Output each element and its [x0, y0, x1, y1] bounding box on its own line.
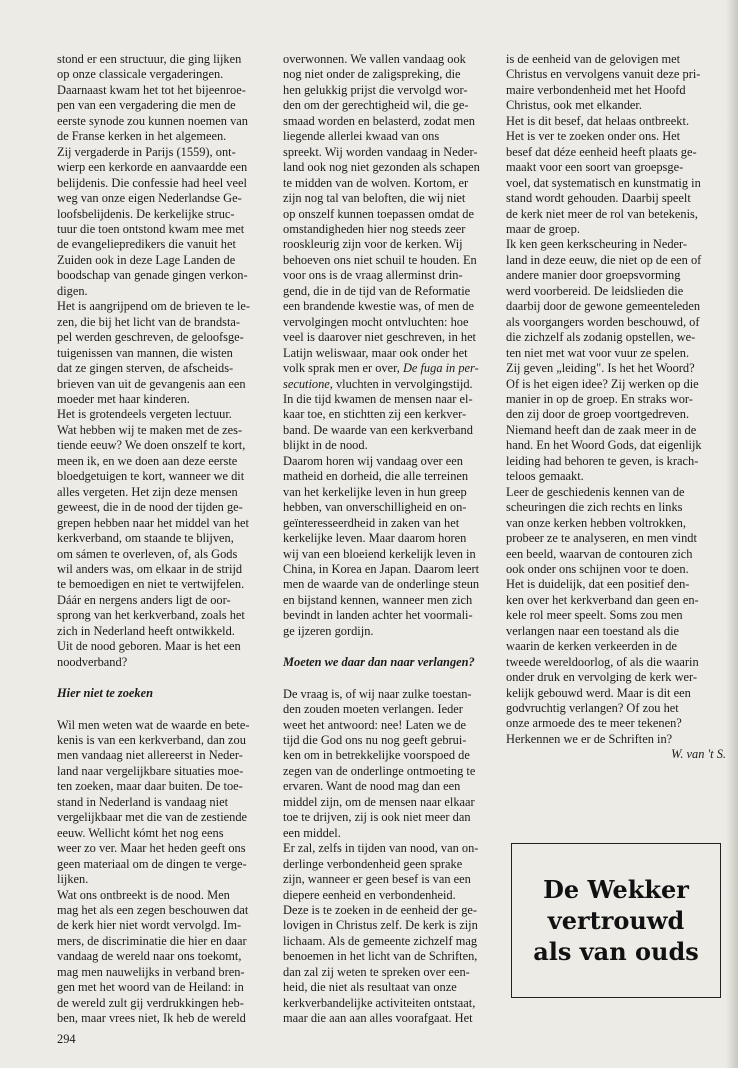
article-column-3	[506, 52, 728, 763]
paragraph: Daarom horen wij vandaag over een matheid en dorheid, die alle terreinen van het kerkelijke leven in hun greep hebben, van onverschilligheid en on- geïnteresseerdheid in zaken van het kerkelijke leven. Maar daarom horen wij van een bloeiend kerkelijk leven in China, in Korea en Japan. Daarom leert men de waarde van de onderlinge steun en bijstand kennen, wanneer men zich bevindt in landen achter het voormali- ge ijzeren gordijn.	[283, 453, 480, 638]
page-number: 294	[57, 1032, 76, 1046]
latin-title: De fuga in per- secutione,	[283, 361, 479, 391]
section-heading: Hier niet te zoeken	[57, 686, 154, 701]
paragraph: Het is grotendeels vergeten lectuur. Wat hebben wij te maken met de zes- tiende eeuw? We doen onszelf te kort, meen ik, en we doen aan deze eerste bloedgetuigen te kort, wanneer we dit alles vergeten. Het zijn deze mensen geweest, die in de nood der tijden ge- grepen hebben naar het middel van het kerkverband, om staande te blijven, om sámen te overleven, of, als Gods wil anders was, om elkaar in de strijd te bemoedigen en niet te vertwijfelen. Dáár en nergens anders ligt de oor- sprong van het kerkverband, zoals het zich in Nederland heeft ontwikkeld. Uit de nood geboren. Maar is het een noodverband?	[57, 407, 249, 669]
promo-box	[511, 843, 721, 998]
author-signature: W. van 't S.	[671, 747, 726, 762]
paragraph: Het is dit besef, dat helaas ontbreekt. Het is ver te zoeken onder ons. Het besef dat déze eenheid heeft plaats ge- maakt voor een soort van groepsge- voel, dat systematisch en kunstmatig in stand wordt gehouden. Daarbij speelt de kerk niet meer de rol van betekenis, maar de groep.	[506, 113, 701, 236]
paragraph: Wat ons ontbreekt is de nood. Men mag het als een zegen beschouwen dat de kerk hier niet wordt vervolgd. Im- mers, de discriminatie die hier en daar vandaag de wereld naar ons toekomt, mag men nauwelijks in verband bren- gen met het woord van de Heiland: in de wereld zult gij verdrukkingen heb- ben, maar vrees niet, Ik heb de wereld	[57, 887, 249, 1026]
paragraph: Zij vergaderde in Parijs (1559), ont- wierp een kerkorde en aanvaardde een belijdenis. Die confessie had heel veel weg van onze eigen Nederlandse Ge- loofsbelijdenis. De kerkelijke struc- tuur die toen ontstond kwam mee met de evangeliepredikers die vanuit het Zuiden ook in deze Lage Landen de boodschap van genade gingen verkon- digen.	[57, 144, 248, 298]
paragraph: Er zal, zelfs in tijden van nood, van on- derlinge verbondenheid geen sprake zijn, wanneer er geen besef is van een diepere eenheid en verbondenheid. Deze is te zoeken in de eenheid der ge- lovigen in Christus zelf. De kerk is zijn lichaam. Als de gemeente zichzelf mag benoemen in het licht van de Schriften, dan zal zij weten te spreken over een- heid, die niet als resultaat van onze kerkverbandelijke activiteiten ontstaat, maar die aan aan alles voorafgaat. Het	[283, 841, 479, 1026]
article-column-1	[57, 52, 267, 1027]
paragraph: Ik ken geen kerkscheuring in Neder- land in deze eeuw, die niet op de een of andere manier door groepsvorming werd voorbereid. De leidslieden die daarbij door de gewone gemeenteleden als voorgangers worden beschouwd, of die zichzelf als zodanig opstellen, we- ten niet met wat voor vuur ze spelen. Zij geven „leiding". Is het het Woord? Of is het eigen idee? Zij werken op die manier in op de groep. En straks wor- den zij door de groep voortgedreven. Niemand heeft dan de zaak meer in de hand. En het Woord Gods, dat eigenlijk leiding had behoren te geven, is krach- teloos gemaakt.	[506, 237, 702, 484]
article-column-2	[283, 52, 496, 1027]
paragraph-text: vluchten in vervolgingstijd. In die tijd kwamen de mensen naar el- kaar toe, en stichtten zij een kerkver- band. De waarde van een kerkverband blijkt in de nood.	[283, 376, 473, 453]
promo-slogan: De Wekker vertrouwd als van ouds	[533, 875, 699, 966]
paragraph	[283, 52, 496, 454]
paragraph: De vraag is, of wij naar zulke toestan- den zouden moeten verlangen. Ieder weet het antwoord: nee! Laten we de tijd die God ons nu nog geeft gebrui- ken om in betrekkelijke voorspoed de zegen van de onderlinge ontmoeting te ervaren. Want de nood mag dan een middel zijn, om de mensen naar elkaar toe te drijven, zij is ook niet meer dan een middel.	[283, 686, 476, 840]
section-heading: Moeten we daar dan naar verlangen?	[283, 655, 475, 670]
paragraph: Het is aangrijpend om de brieven te le- zen, die bij het licht van de brandsta- pel werden geschreven, de geloofsge- tuigenissen van mannen, die wisten dat ze gingen sterven, de afscheids- brieven van uit de gevangenis aan een moeder met haar kinderen.	[57, 299, 251, 406]
paragraph: is de eenheid van de gelovigen met Christus en vervolgens vanuit deze pri- maire verbondenheid met het Hoofd Christus, ook met elkander.	[506, 52, 701, 113]
paragraph: Leer de geschiedenis kennen van de scheuringen die zich rechts en links van onze kerken hebben voltrokken, probeer ze te analyseren, en men vindt een beeld, waarvan de contouren zich ook onder ons schijnen voor te doen. Het is duidelijk, dat een positief den- ken over het kerkverband dan geen en- kele rol meer speelt. Soms zou men verlangen naar een toestand als die waarin de kerken verkeerden in de tweede wereldoorlog, of als die waarin onder druk en vervolging de kerk wer- kelijk gebouwd werd. Maar is dit een godvruchtig verlangen? Of zou het onze armoede des te meer tekenen? Herkennen we er de Schriften in?	[506, 484, 699, 746]
paragraph: Wil men weten wat de waarde en bete- kenis is van een kerkverband, dan zou men vandaag niet allereerst in Neder- land naar vergelijkbare situaties moe- ten zoeken, maar daar buiten. De toe- stand in Nederland is vandaag niet vergelijkbaar met die van de zestiende eeuw. Wellicht kómt het nog eens weer zo ver. Maar het heden geeft ons geen materiaal om de dingen te verge- lijken.	[57, 717, 250, 887]
paragraph: stond er een structuur, die ging lijken op onze classicale vergaderingen. Daarnaast kwam het tot het bijeenroe- pen van een vergadering die men de eerste synode zou kunnen noemen van de Franse kerken in het algemeen.	[57, 52, 248, 144]
paragraph-text: overwonnen. We vallen vandaag ook nog niet onder de zaligspreking, die hen gelukkig prijst die vervolgd wor- den om der gerechtigheid wil, die ge- smaad worden en belasterd, zodat men liegende allerlei kwaad van ons spreekt. Wij worden vandaag in Neder- land ook nog niet gezonden als schapen te midden van de wolven. Kortom, er zijn nog tal van beloften, die wij niet op onszelf kunnen toepassen omdat de omstandigheden hier nog steeds zeer rooskleurig zijn voor de kerken. Wij behoeven ons niet schuil te houden. En voor ons is de vraag allerminst drin- gend, die in de tijd van de Reformatie een brandende kwestie was, of men de vervolgingen mocht ontvluchten: hoe veel is daarover niet geschreven, in het Latijn weliswaar, maar ook onder het volk sprak men er over,	[283, 52, 480, 376]
